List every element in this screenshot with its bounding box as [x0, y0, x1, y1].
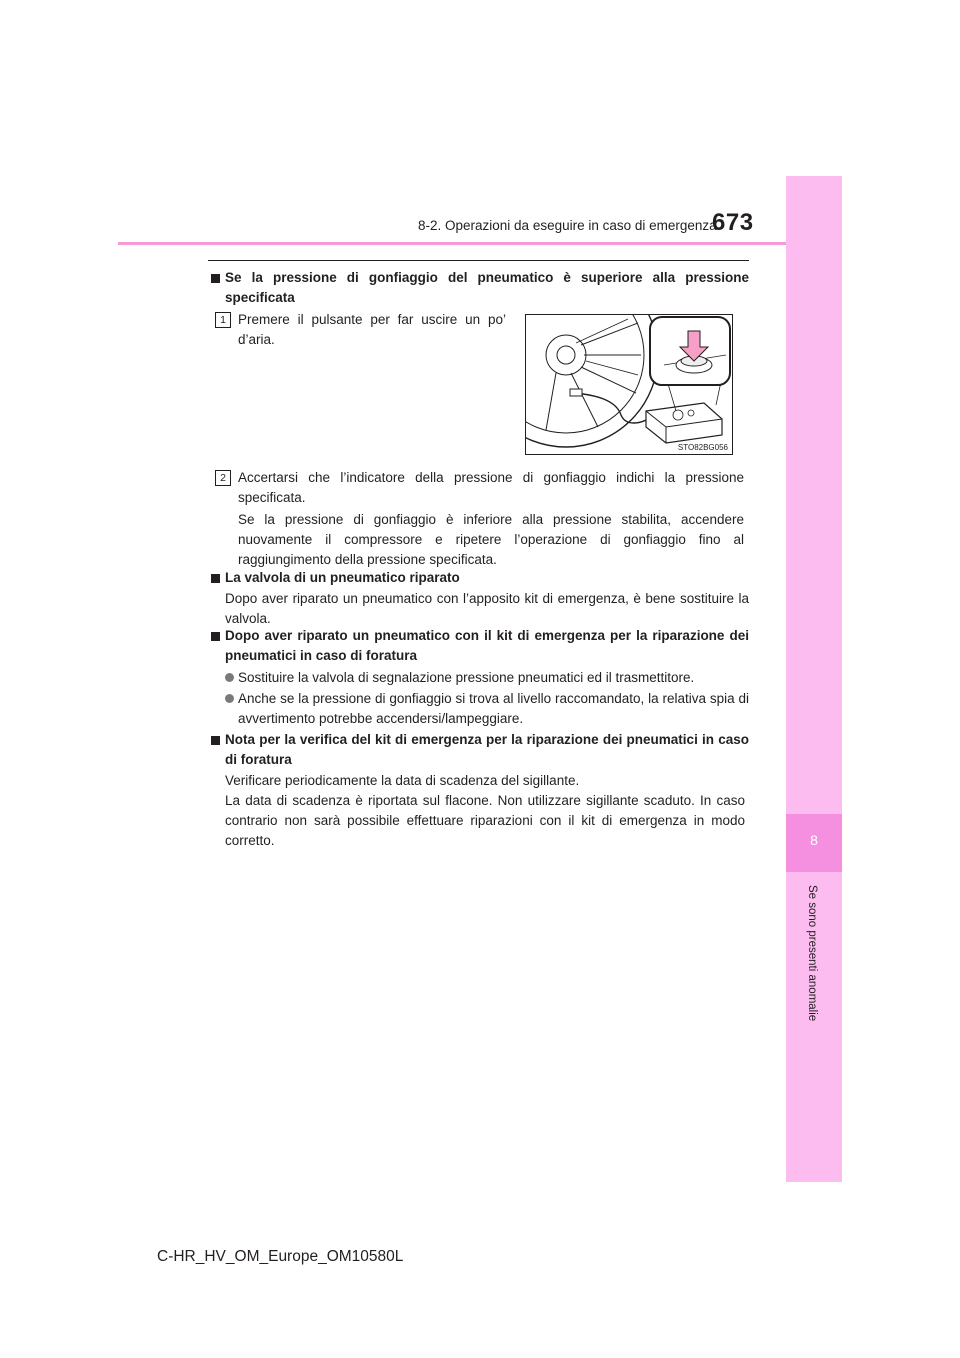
- header-rule: [118, 242, 786, 245]
- kit-check-line-2: La data di scadenza è riportata sul flacone. Non utilizzare sigillante scaduto. In caso contrario non sarà possibile effettuare riparazioni con il kit di emergenza in modo corretto.: [225, 793, 745, 848]
- step-number-1: 1: [215, 312, 231, 328]
- figure-code: STO82BG056: [677, 443, 728, 452]
- round-bullet-icon: [225, 673, 234, 682]
- section-heading-kit-check: Nota per la verifica del kit di emergenza per la riparazione dei pneumatici in caso di foratura: [225, 732, 749, 767]
- square-bullet-icon: [211, 574, 220, 583]
- compressor-illustration: [525, 314, 733, 455]
- step-2-note: Se la pressione di gonfiaggio è inferiore alla pressione stabilita, accendere nuovamente il compressore e ripetere l’operazione di gonfiaggio fino al raggiungimento della pressione specificata.: [238, 512, 744, 567]
- after-repair-bullet-2: Anche se la pressione di gonfiaggio si trova al livello raccomandato, la relativa spia di avvertimento potrebbe accendersi/lampeggiare.: [238, 691, 749, 726]
- step-2-text: Accertarsi che l’indicatore della pressione di gonfiaggio indichi la pressione specificata.: [238, 470, 744, 505]
- step-1-text: Premere il pulsante per far uscire un po’ d’aria.: [238, 312, 506, 347]
- chapter-side-tab: [786, 176, 842, 1182]
- content-top-rule: [208, 260, 749, 261]
- section-heading-valve: La valvola di un pneumatico riparato: [225, 570, 460, 585]
- square-bullet-icon: [211, 274, 220, 283]
- page-number: 673: [712, 209, 754, 236]
- valve-text: Dopo aver riparato un pneumatico con l’apposito kit di emergenza, è bene sostituire la valvola.: [225, 591, 749, 626]
- round-bullet-icon: [225, 694, 234, 703]
- tire-and-compressor-drawing: [526, 315, 732, 454]
- square-bullet-icon: [211, 632, 220, 641]
- square-bullet-icon: [211, 736, 220, 745]
- chapter-title: Se sono presenti anomalie: [806, 885, 818, 1022]
- kit-check-line-1: Verificare periodicamente la data di scadenza del sigillante.: [225, 773, 580, 788]
- section-heading-pressure-high: Se la pressione di gonfiaggio del pneumatico è superiore alla pressione specificata: [225, 270, 749, 305]
- section-header-title: 8-2. Operazioni da eseguire in caso di emergenza: [418, 218, 717, 233]
- chapter-number: 8: [810, 832, 818, 848]
- document-code: C-HR_HV_OM_Europe_OM10580L: [157, 1248, 404, 1265]
- after-repair-bullet-1: Sostituire la valvola di segnalazione pressione pneumatici ed il trasmettitore.: [238, 670, 695, 685]
- step-number-2: 2: [215, 470, 231, 486]
- section-heading-after-repair: Dopo aver riparato un pneumatico con il kit di emergenza per la riparazione dei pneumatici in caso di foratura: [225, 628, 749, 663]
